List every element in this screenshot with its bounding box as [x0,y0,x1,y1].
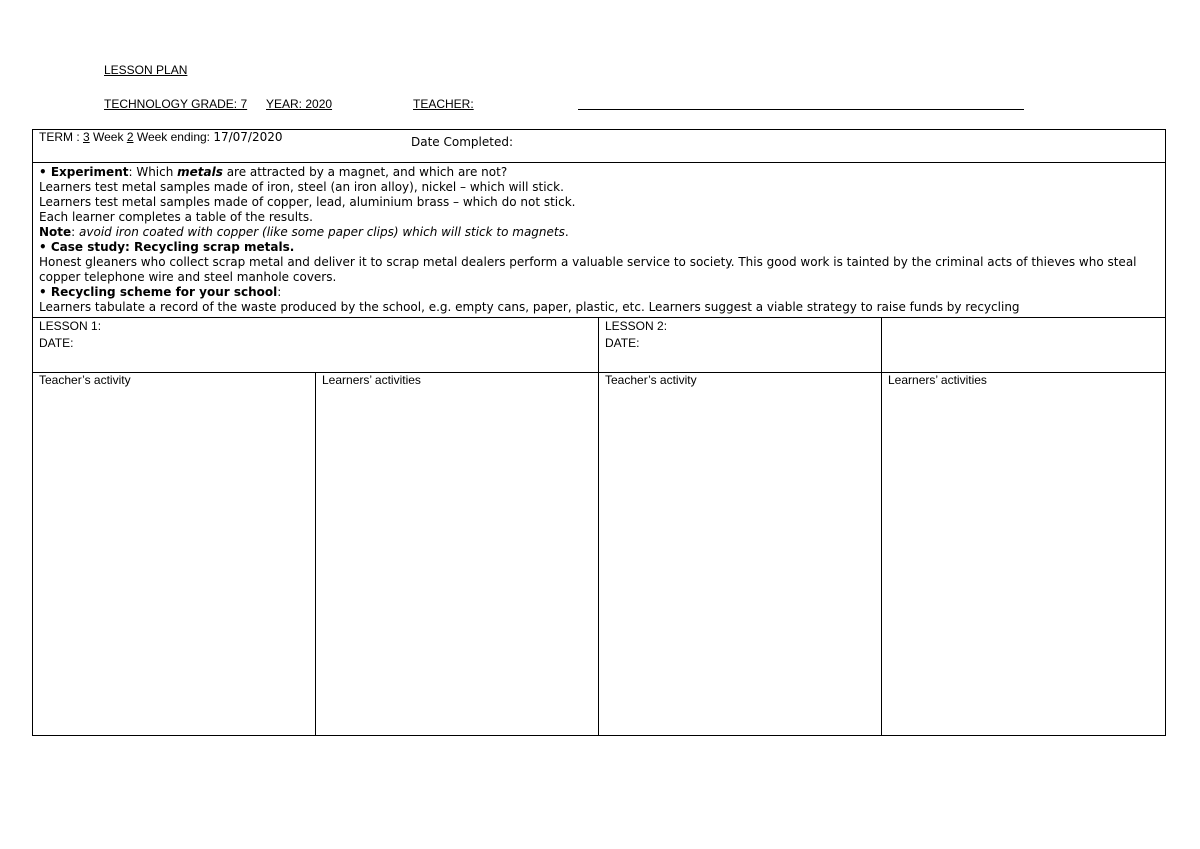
date-completed-label: Date Completed: [411,135,513,149]
experiment-line [39,165,1165,180]
experiment-question-post: are attracted by a magnet, and which are not? [222,165,508,179]
learners-activities-2-label: Learners’ activities [888,373,987,387]
learners-activities-1-cell [316,373,599,736]
case-study-heading [39,240,1165,255]
header-row [104,97,924,113]
recycling-heading-text: • Recycling scheme for your school [39,285,278,299]
teacher-activity-1-cell [33,373,316,736]
lesson-1-date: DATE: [39,336,74,350]
term-value: 3 [83,130,90,144]
learners-activities-1-label: Learners’ activities [322,373,421,387]
experiment-question-pre: : Which [128,165,178,179]
lesson-plan-title: LESSON PLAN [104,63,188,77]
experiment-line-2: Learners test metal samples made of copper, lead, aluminium brass – which do not stick. [39,195,576,209]
week-ending-value: 17/07/2020 [213,130,283,144]
lesson-2-extra-cell [882,318,1166,373]
lesson-row [33,318,1166,373]
lesson-2-label: LESSON 2: [605,319,668,333]
note-label: Note [39,225,72,239]
experiment-line-3: Each learner completes a table of the results. [39,210,313,224]
year-label: YEAR: 2020 [266,97,333,111]
case-study-heading-text: • Case study: Recycling scrap metals. [39,240,295,254]
lesson-plan-table [32,129,1166,736]
teacher-activity-2-cell [599,373,882,736]
activities-row [33,373,1166,736]
experiment-question-metals: metals [177,165,223,179]
week-value: 2 [126,130,134,144]
lesson-2-date: DATE: [605,336,640,350]
note-text: avoid iron coated with copper (like some paper clips) which will stick to magnets [79,225,565,239]
teacher-blank-line [578,109,1024,110]
recycling-heading: • Recycling scheme for your school: [39,285,282,299]
term-cell [33,130,1166,163]
term-label: TERM : [39,130,83,144]
teacher-activity-2-label: Teacher’s activity [605,373,697,387]
learners-activities-2-cell [882,373,1166,736]
experiment-heading: • Experiment [39,165,129,179]
grade-label: TECHNOLOGY GRADE: 7 [104,97,248,111]
note-line: Note: avoid iron coated with copper (like some paper clips) which will stick to magnets. [39,225,569,239]
teacher-label: TEACHER: [413,97,474,111]
content-row [33,163,1166,318]
experiment-line-1: Learners test metal samples made of iron, steel (an iron alloy), nickel – which will stick. [39,180,564,194]
content-cell [33,163,1166,318]
teacher-activity-1-label: Teacher’s activity [39,373,131,387]
term-row [33,130,1166,163]
lesson-2-cell [599,318,882,373]
recycling-text: Learners tabulate a record of the waste produced by the school, e.g. empty cans, paper, plastic, etc. Learners suggest a viable strategy to raise funds by recycling [39,300,1020,314]
lesson-1-label: LESSON 1: [39,319,102,333]
case-study-text: Honest gleaners who collect scrap metal and deliver it to scrap metal dealers perform a valuable service to society. This good work is tainted by the criminal acts of thieves who steal copper telephone wire and steel manhole covers. [39,255,1137,284]
lesson-1-cell [33,318,599,373]
week-label: Week [89,130,127,144]
week-ending-label: Week ending: [133,130,214,144]
